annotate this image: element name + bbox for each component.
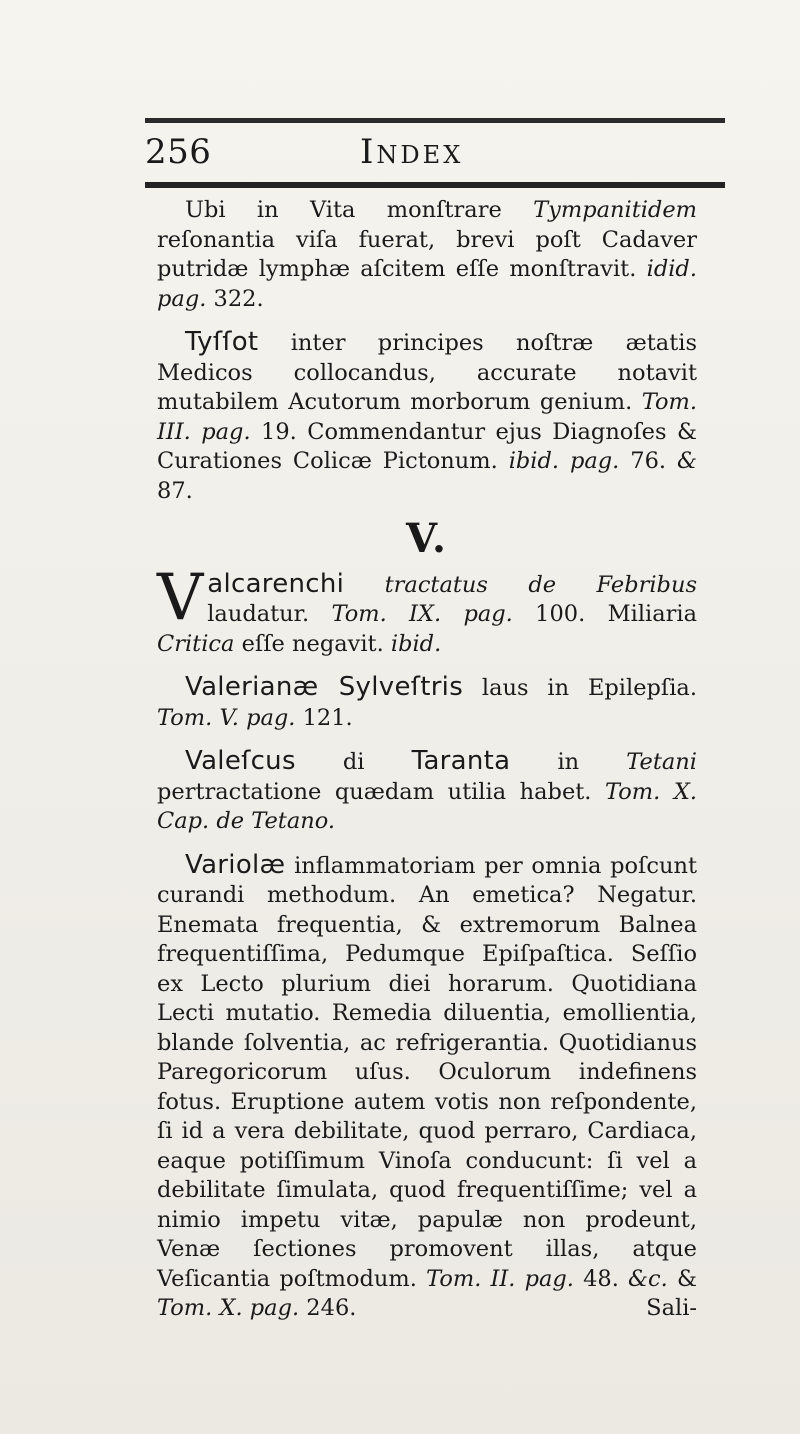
catchword: Sali- (646, 1295, 697, 1321)
headword-valerianae: Valerianæ Sylveſtris (185, 672, 464, 702)
page-number: 256 (145, 132, 212, 172)
headword-valcarenchi: alcarenchi (207, 568, 345, 599)
running-head: Index (360, 132, 464, 172)
entry-valerianae: Valerianæ Sylveſtris laus in Epilepſia. Tom. V. pag. 121. (157, 672, 698, 731)
entry-valescus: Valeſcus di Taranta in Tetani pertractatione quædam utilia habet. Tom. X. Cap. de Tetano. (157, 746, 697, 834)
index-body (157, 196, 697, 1338)
page-header (145, 124, 725, 180)
top-rule (145, 118, 725, 123)
entry-valcarenchi: Valcarenchi tractatus de Febribus laudatur. Tom. IX. pag. 100. Miliaria Critica eſſe negavit. ibid. (157, 560, 697, 657)
headword-tyssot: Tyſſot (185, 327, 259, 357)
headword-taranta: Taranta (411, 746, 511, 776)
section-letter-v: V. (406, 515, 448, 562)
headword-variolae: Variolæ (185, 849, 286, 880)
headword-valescus: Valeſcus (185, 746, 296, 776)
entry-variolae: Variolæ inflammatoriam per omnia poſcunt curandi methodum. An emetica? Negatur. Enemata frequentia, & extremorum Balnea frequentiſſima, Pedumque Epiſpaſtica. Seſſio ex Lecto plurium diei horarum. Quotidiana Lecti mutatio. Remedia diluentia, emollientia, blande ſolventia, ac refrigerantia. Quotidianus Paregoricorum uſus. Oculorum indefinens fotus. Eruptione autem votis non reſpondente, ſi id a vera debilitate, quod perraro, Cardiaca, eaque potiſſimum Vinoſa conducunt: ſi vel a debilitate ſimulata, quod frequentiſſime; vel a nimio impetu vitæ, papulæ non prodeunt, Venæ ſectiones promovent illas, atque Veſicantia poſtmodum. Tom. II. pag. 48. &c. & Tom. X. pag. 246. Sali- (157, 851, 697, 1324)
header-rule (145, 182, 725, 188)
entry-tympanitidem: Ubi in Vita monſtrare Tympanitidem reſonantia viſa fuerat, brevi poſt Cadaver putridæ lymphæ aſcitem eſſe monſtravit. idid. pag. 322. (157, 197, 697, 312)
dropcap-v: V (157, 560, 204, 635)
entry-tyssot: Tyſſot inter principes noſtræ ætatis Medicos collocandus, accurate notavit mutabilem Acutorum morborum genium. Tom. III. pag. 19. Commendantur ejus Diagnoſes & Curationes Colicæ Pictonum. ibid. pag. 76. & 87. (157, 327, 698, 504)
